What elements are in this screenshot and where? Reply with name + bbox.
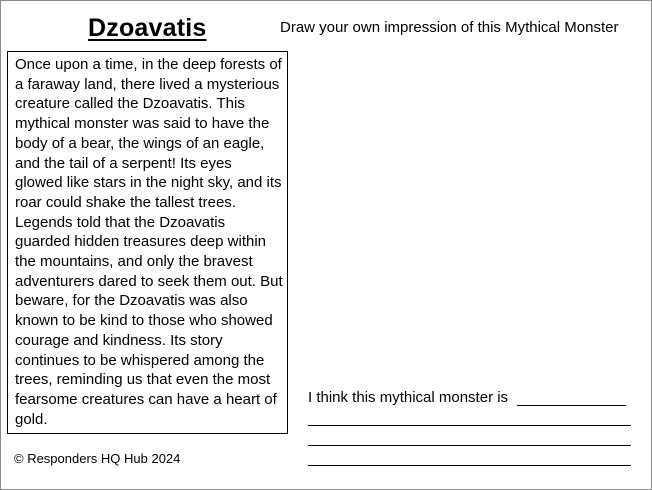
answer-line-3[interactable]: [308, 465, 631, 466]
story-box: [7, 51, 288, 434]
page-title: Dzoavatis: [88, 14, 207, 42]
copyright-notice: © Responders HQ Hub 2024: [14, 451, 181, 466]
answer-line-1[interactable]: [308, 425, 631, 426]
drawing-instruction: Draw your own impression of this Mythical Monster: [280, 19, 619, 36]
answer-line-2[interactable]: [308, 445, 631, 446]
answer-blank-inline[interactable]: [517, 405, 626, 406]
opinion-prompt: I think this mythical monster is: [308, 389, 509, 406]
story-text: Once upon a time, in the deep forests of a faraway land, there lived a mysterious creature called the Dzoavatis. This mythical monster was said to have the body of a bear, the wings of an eagle, and the tail of a serpent! Its eyes glowed like stars in the night sky, and its roar could shake the tallest trees. Legends told that the Dzoavatis guarded hidden treasures deep within the mountains, and only the bravest adventurers dared to seek them out. But beware, for the Dzoavatis was also known to be kind to those who showed courage and kindness. Its story continues to be whispered among the trees, reminding us that even the most fearsome creatures can have a heart of gold.: [15, 56, 283, 428]
